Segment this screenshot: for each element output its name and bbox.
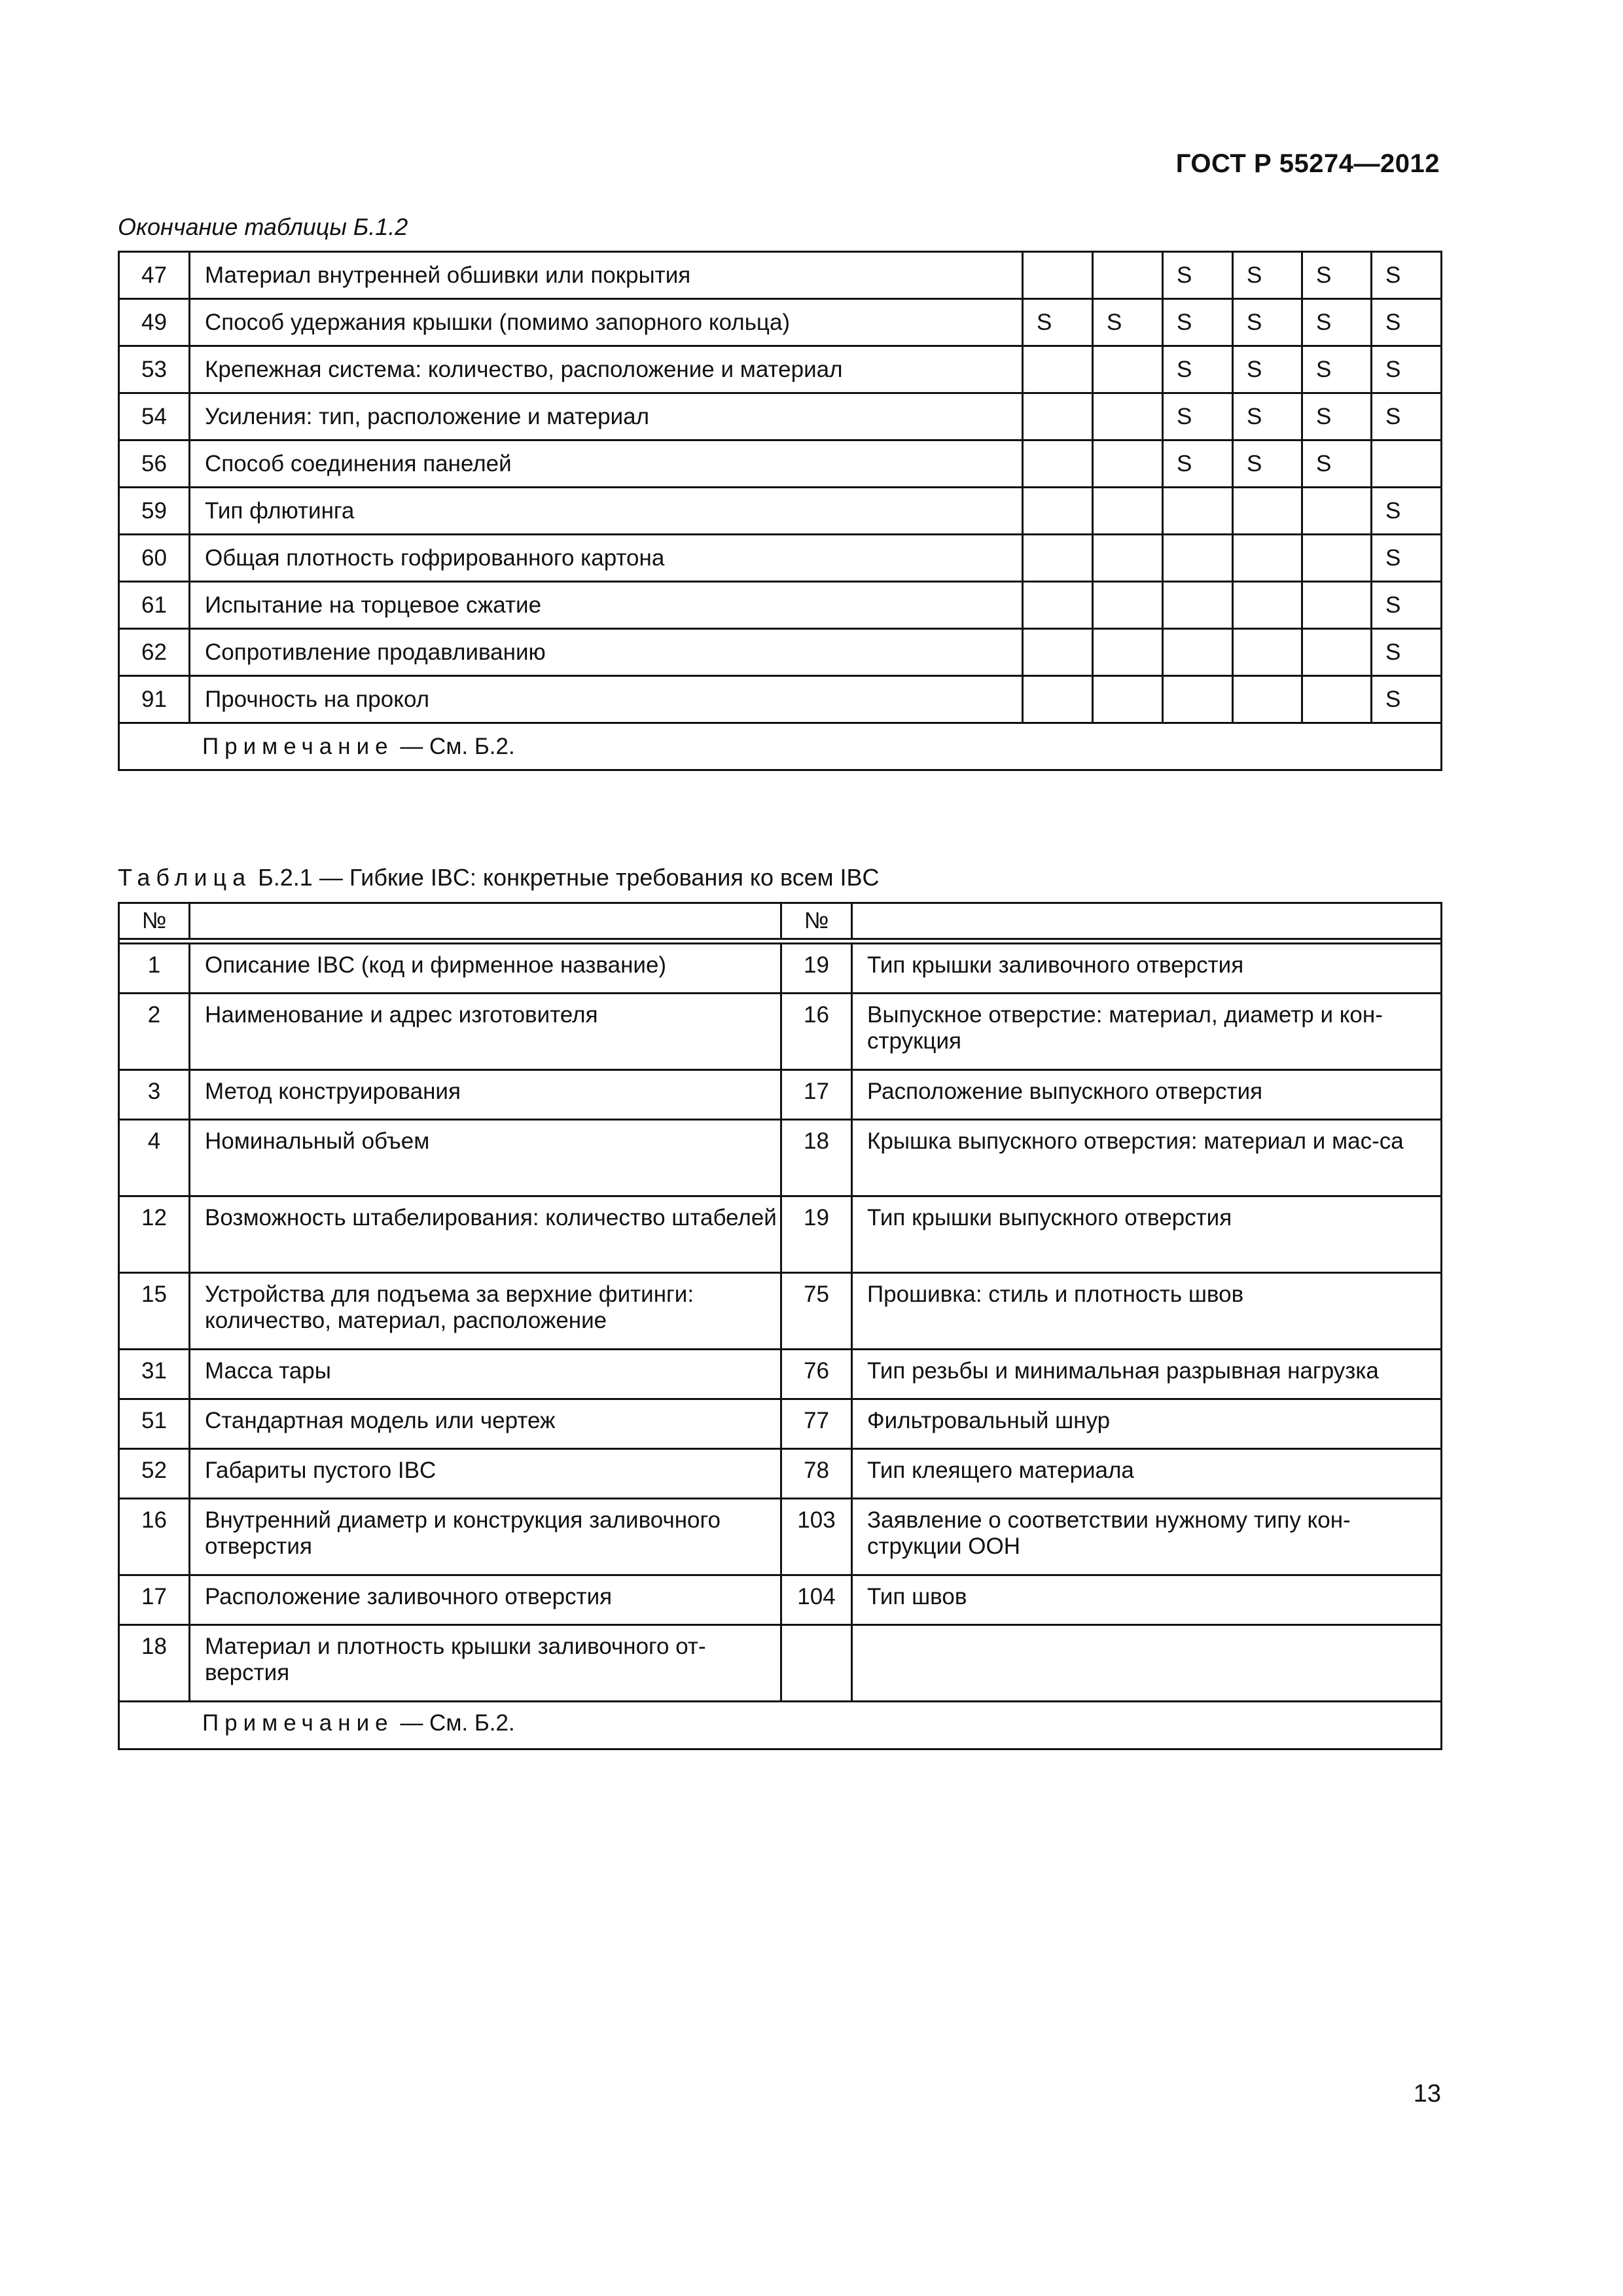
left-number: 31 <box>119 1350 190 1399</box>
table-row <box>119 1575 1442 1625</box>
page-number: 13 <box>1413 2080 1441 2108</box>
table2-header-empty-left <box>190 903 781 939</box>
table1-note-text: — См. Б.2. <box>393 733 515 759</box>
right-description: Крышка выпускного отверстия: материал и мас-са <box>852 1120 1442 1196</box>
left-number: 15 <box>119 1273 190 1350</box>
document-code: ГОСТ Р 55274—2012 <box>1175 149 1440 178</box>
table-b-2-1 <box>118 902 1442 1750</box>
left-description: Описание IBC (код и фирменное название) <box>190 944 781 994</box>
left-number: 52 <box>119 1449 190 1499</box>
row-number: 56 <box>119 440 190 488</box>
requirement-mark <box>1093 488 1163 535</box>
table-row <box>119 393 1442 440</box>
left-description: Устройства для подъема за верхние фитинги: количество, материал, расположение <box>190 1273 781 1350</box>
requirement-mark <box>1023 440 1093 488</box>
requirement-mark <box>1163 629 1233 676</box>
requirement-mark <box>1302 582 1372 629</box>
right-number: 76 <box>781 1350 852 1399</box>
requirement-mark: S <box>1233 393 1302 440</box>
row-description: Сопротивление продавливанию <box>190 629 1023 676</box>
right-number: 78 <box>781 1449 852 1499</box>
requirement-mark: S <box>1163 252 1233 299</box>
left-number: 51 <box>119 1399 190 1449</box>
right-description: Выпускное отверстие: материал, диаметр и кон-струкция <box>852 994 1442 1070</box>
table-row <box>119 252 1442 299</box>
requirement-mark: S <box>1372 299 1442 346</box>
table-row <box>119 1273 1442 1350</box>
table2-body <box>119 944 1442 1702</box>
table2-caption-label: Таблица <box>118 864 252 891</box>
requirement-mark: S <box>1163 299 1233 346</box>
left-description: Метод конструирования <box>190 1070 781 1120</box>
table-row <box>119 1399 1442 1449</box>
right-number: 77 <box>781 1399 852 1449</box>
requirement-mark: S <box>1302 299 1372 346</box>
left-description: Расположение заливочного отверстия <box>190 1575 781 1625</box>
table-row <box>119 1449 1442 1499</box>
row-number: 60 <box>119 535 190 582</box>
row-description: Крепежная система: количество, расположение и материал <box>190 346 1023 393</box>
table-row <box>119 488 1442 535</box>
table1-note-row <box>119 723 1442 770</box>
table-row <box>119 535 1442 582</box>
requirement-mark <box>1023 393 1093 440</box>
table-row <box>119 1196 1442 1273</box>
left-description: Внутренний диаметр и конструкция заливочного отверстия <box>190 1499 781 1575</box>
right-description: Тип клеящего материала <box>852 1449 1442 1499</box>
table-row <box>119 676 1442 723</box>
requirement-mark: S <box>1302 440 1372 488</box>
table-row <box>119 629 1442 676</box>
row-description: Усиления: тип, расположение и материал <box>190 393 1023 440</box>
right-number: 103 <box>781 1499 852 1575</box>
left-description: Габариты пустого IBC <box>190 1449 781 1499</box>
table-row <box>119 1070 1442 1120</box>
requirement-mark <box>1233 676 1302 723</box>
table-row <box>119 1350 1442 1399</box>
requirement-mark <box>1302 535 1372 582</box>
row-number: 91 <box>119 676 190 723</box>
left-description: Номинальный объем <box>190 1120 781 1196</box>
row-number: 61 <box>119 582 190 629</box>
requirement-mark <box>1093 582 1163 629</box>
left-number: 3 <box>119 1070 190 1120</box>
requirement-mark <box>1302 488 1372 535</box>
requirement-mark: S <box>1372 252 1442 299</box>
requirement-mark: S <box>1023 299 1093 346</box>
right-description: Фильтровальный шнур <box>852 1399 1442 1449</box>
table-row <box>119 944 1442 994</box>
left-description: Стандартная модель или чертеж <box>190 1399 781 1449</box>
requirement-mark: S <box>1233 252 1302 299</box>
requirement-mark: S <box>1372 488 1442 535</box>
right-description: Заявление о соответствии нужному типу кон-струкции ООН <box>852 1499 1442 1575</box>
table-b-1-2-end <box>118 251 1442 771</box>
right-number: 16 <box>781 994 852 1070</box>
requirement-mark <box>1093 629 1163 676</box>
requirement-mark <box>1233 535 1302 582</box>
left-number: 1 <box>119 944 190 994</box>
requirement-mark: S <box>1302 346 1372 393</box>
left-number: 17 <box>119 1575 190 1625</box>
requirement-mark <box>1023 676 1093 723</box>
right-number <box>781 1625 852 1702</box>
left-description: Возможность штабелирования: количество штабелей <box>190 1196 781 1273</box>
left-description: Масса тары <box>190 1350 781 1399</box>
right-description: Расположение выпускного отверстия <box>852 1070 1442 1120</box>
requirement-mark: S <box>1163 440 1233 488</box>
row-description: Испытание на торцевое сжатие <box>190 582 1023 629</box>
requirement-mark: S <box>1233 346 1302 393</box>
left-description: Наименование и адрес изготовителя <box>190 994 781 1070</box>
table-row <box>119 1499 1442 1575</box>
requirement-mark <box>1093 393 1163 440</box>
requirement-mark <box>1093 535 1163 582</box>
table2-note-text: — См. Б.2. <box>393 1710 515 1736</box>
row-number: 47 <box>119 252 190 299</box>
requirement-mark <box>1093 346 1163 393</box>
requirement-mark: S <box>1302 393 1372 440</box>
right-number: 104 <box>781 1575 852 1625</box>
requirement-mark: S <box>1302 252 1372 299</box>
requirement-mark <box>1302 629 1372 676</box>
requirement-mark <box>1163 676 1233 723</box>
row-description: Общая плотность гофрированного картона <box>190 535 1023 582</box>
table-row <box>119 582 1442 629</box>
row-number: 49 <box>119 299 190 346</box>
row-description: Прочность на прокол <box>190 676 1023 723</box>
right-description: Тип крышки заливочного отверстия <box>852 944 1442 994</box>
requirement-mark <box>1023 252 1093 299</box>
table-row <box>119 1120 1442 1196</box>
requirement-mark <box>1023 629 1093 676</box>
requirement-mark <box>1372 440 1442 488</box>
requirement-mark <box>1302 676 1372 723</box>
requirement-mark <box>1233 629 1302 676</box>
requirement-mark <box>1093 676 1163 723</box>
right-description: Тип швов <box>852 1575 1442 1625</box>
requirement-mark: S <box>1093 299 1163 346</box>
requirement-mark: S <box>1372 346 1442 393</box>
table1-body <box>119 252 1442 723</box>
right-description: Тип резьбы и минимальная разрывная нагрузка <box>852 1350 1442 1399</box>
requirement-mark <box>1163 535 1233 582</box>
left-description: Материал и плотность крышки заливочного от-верстия <box>190 1625 781 1702</box>
requirement-mark <box>1023 535 1093 582</box>
requirement-mark: S <box>1372 676 1442 723</box>
table1-caption: Окончание таблицы Б.1.2 <box>118 213 408 240</box>
requirement-mark <box>1093 440 1163 488</box>
table2-header-num-right: № <box>781 903 852 939</box>
row-number: 53 <box>119 346 190 393</box>
right-description <box>852 1625 1442 1702</box>
right-description: Прошивка: стиль и плотность швов <box>852 1273 1442 1350</box>
requirement-mark <box>1163 582 1233 629</box>
requirement-mark: S <box>1233 299 1302 346</box>
requirement-mark: S <box>1163 393 1233 440</box>
table-row <box>119 299 1442 346</box>
table1-note-label: Примечание <box>202 733 394 759</box>
table2-header-separator <box>119 939 1442 944</box>
table2-note-label: Примечание <box>202 1710 394 1736</box>
row-description: Способ удержания крышки (помимо запорного кольца) <box>190 299 1023 346</box>
table2-header-num-left: № <box>119 903 190 939</box>
table2-caption <box>118 864 880 891</box>
row-number: 59 <box>119 488 190 535</box>
requirement-mark <box>1023 346 1093 393</box>
table2-note <box>119 1702 1442 1749</box>
left-number: 18 <box>119 1625 190 1702</box>
table-row <box>119 346 1442 393</box>
table-row <box>119 1625 1442 1702</box>
row-description: Тип флютинга <box>190 488 1023 535</box>
left-number: 16 <box>119 1499 190 1575</box>
requirement-mark: S <box>1372 582 1442 629</box>
requirement-mark: S <box>1372 629 1442 676</box>
table-row <box>119 440 1442 488</box>
right-description: Тип крышки выпускного отверстия <box>852 1196 1442 1273</box>
right-number: 19 <box>781 1196 852 1273</box>
table2-header-empty-right <box>852 903 1442 939</box>
left-number: 12 <box>119 1196 190 1273</box>
requirement-mark <box>1093 252 1163 299</box>
requirement-mark <box>1233 488 1302 535</box>
right-number: 75 <box>781 1273 852 1350</box>
requirement-mark: S <box>1163 346 1233 393</box>
requirement-mark: S <box>1372 535 1442 582</box>
right-number: 17 <box>781 1070 852 1120</box>
requirement-mark <box>1023 582 1093 629</box>
table1-note <box>119 723 1442 770</box>
requirement-mark <box>1023 488 1093 535</box>
table-row <box>119 994 1442 1070</box>
requirement-mark <box>1163 488 1233 535</box>
requirement-mark: S <box>1233 440 1302 488</box>
table2-caption-text: Б.2.1 — Гибкие IBC: конкретные требования ко всем IBC <box>251 864 880 891</box>
row-number: 62 <box>119 629 190 676</box>
row-description: Способ соединения панелей <box>190 440 1023 488</box>
requirement-mark: S <box>1372 393 1442 440</box>
requirement-mark <box>1233 582 1302 629</box>
right-number: 19 <box>781 944 852 994</box>
left-number: 4 <box>119 1120 190 1196</box>
right-number: 18 <box>781 1120 852 1196</box>
table2-note-row <box>119 1702 1442 1749</box>
left-number: 2 <box>119 994 190 1070</box>
row-description: Материал внутренней обшивки или покрытия <box>190 252 1023 299</box>
row-number: 54 <box>119 393 190 440</box>
table2-header-row <box>119 903 1442 939</box>
